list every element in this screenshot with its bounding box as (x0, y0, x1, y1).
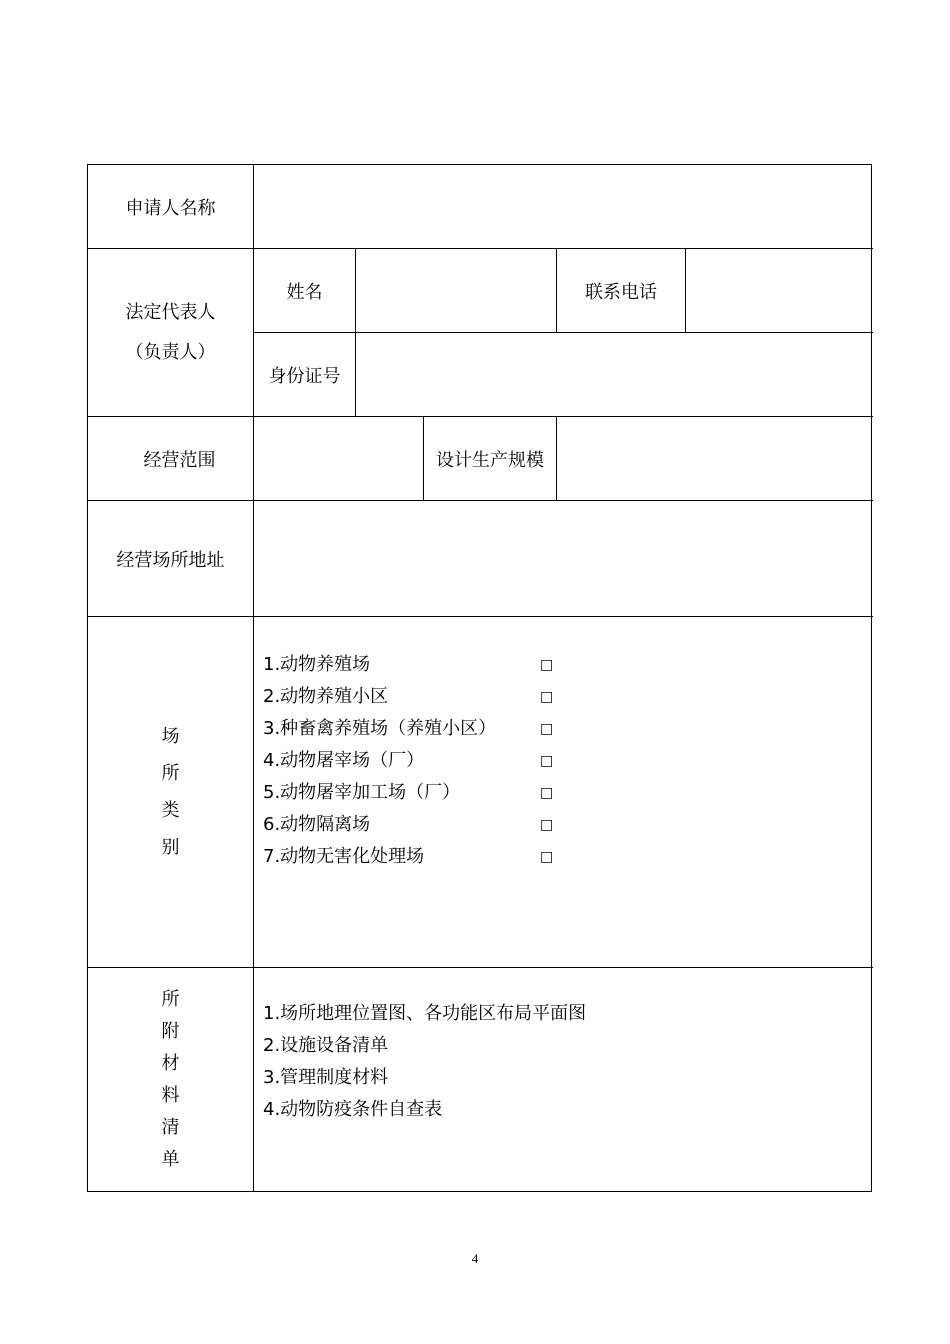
materials-label-cell (88, 968, 254, 1191)
material-item: 2.设施设备清单 (263, 1035, 389, 1056)
category-options-list (263, 649, 554, 873)
checkbox-icon[interactable]: □ (540, 817, 554, 833)
phone-field[interactable] (686, 249, 873, 333)
category-option (263, 649, 554, 681)
id-label-cell (254, 333, 356, 417)
category-option-label: 5.动物屠宰加工场（厂） (263, 782, 461, 803)
materials-label-char: 材 (161, 1052, 180, 1074)
materials-label-char: 附 (161, 1020, 180, 1042)
legal-rep-label-cell (88, 249, 254, 417)
page-number: 4 (471, 1251, 479, 1266)
applicant-name-label: 申请人名称 (125, 197, 216, 219)
category-label-cell (88, 617, 254, 968)
category-option-label: 6.动物隔离场 (263, 814, 371, 835)
applicant-name-label-cell (88, 165, 254, 249)
category-option-label: 2.动物养殖小区 (263, 686, 389, 707)
category-options-cell (254, 617, 873, 968)
legal-rep-label-line2: （负责人） (125, 341, 216, 363)
category-label-char: 所 (161, 763, 180, 784)
address-field[interactable] (254, 501, 873, 617)
category-option (263, 713, 554, 745)
id-field[interactable] (356, 333, 873, 417)
materials-label-char: 料 (161, 1084, 180, 1106)
category-option-label: 7.动物无害化处理场 (263, 846, 425, 867)
name-label-cell (254, 249, 356, 333)
checkbox-icon[interactable]: □ (540, 689, 554, 705)
name-label: 姓名 (286, 281, 323, 303)
category-option-label: 1.动物养殖场 (263, 654, 371, 675)
category-option-label: 4.动物屠宰场（厂） (263, 750, 425, 771)
phone-label-cell (557, 249, 686, 333)
category-option-label: 3.种畜禽养殖场（养殖小区） (263, 718, 497, 739)
id-label: 身份证号 (268, 365, 341, 387)
material-item: 3.管理制度材料 (263, 1067, 389, 1088)
materials-list (263, 998, 586, 1126)
category-label-char: 别 (161, 837, 180, 858)
category-option (263, 745, 554, 777)
category-label-char: 类 (161, 800, 180, 821)
address-label: 经营场所地址 (116, 549, 225, 571)
material-item: 4.动物防疫条件自查表 (263, 1099, 443, 1120)
category-option (263, 681, 554, 713)
application-form (87, 164, 872, 1192)
materials-label-char: 单 (161, 1148, 180, 1170)
category-option (263, 777, 554, 809)
category-label-char: 场 (161, 726, 180, 747)
scope-label: 经营范围 (143, 449, 216, 471)
design-scale-label-cell (424, 417, 557, 501)
materials-label-char: 所 (161, 988, 180, 1010)
legal-rep-label-line1: 法定代表人 (125, 301, 216, 323)
checkbox-icon[interactable]: □ (540, 785, 554, 801)
checkbox-icon[interactable]: □ (540, 721, 554, 737)
materials-list-cell (254, 968, 873, 1191)
phone-label: 联系电话 (585, 281, 657, 303)
checkbox-icon[interactable]: □ (540, 657, 554, 673)
scope-field[interactable] (254, 417, 424, 501)
category-option (263, 809, 554, 841)
material-item: 1.场所地理位置图、各功能区布局平面图 (263, 1003, 587, 1024)
name-field[interactable] (356, 249, 557, 333)
materials-label-char: 清 (161, 1116, 180, 1138)
design-scale-label: 设计生产规模 (436, 449, 544, 471)
address-label-cell (88, 501, 254, 617)
scope-label-cell (88, 417, 254, 501)
design-scale-field[interactable] (557, 417, 873, 501)
category-option (263, 841, 554, 873)
applicant-name-field[interactable] (254, 165, 873, 249)
checkbox-icon[interactable]: □ (540, 849, 554, 865)
checkbox-icon[interactable]: □ (540, 753, 554, 769)
